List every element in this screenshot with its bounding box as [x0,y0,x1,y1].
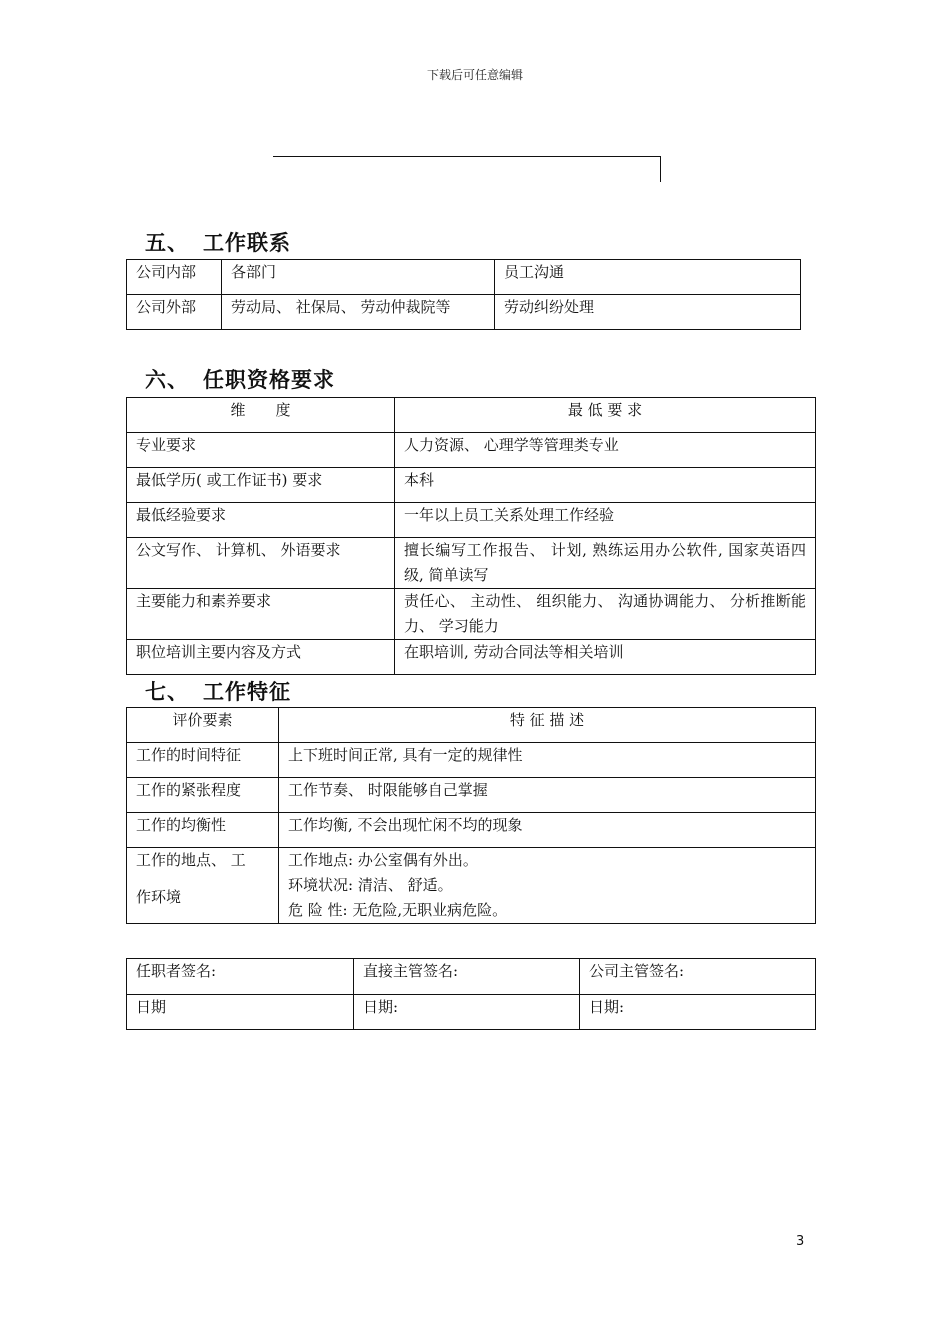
table-cell: 员工沟通 [495,260,801,295]
header-note: 下载后可任意编辑 [426,68,523,82]
table-row [127,813,816,848]
table-cell: 本科 [395,468,816,503]
table-cell: 主要能力和素养要求 [127,589,395,640]
table-row [127,295,801,330]
table-row [127,589,816,640]
contact-table [126,259,801,330]
section-number: 七、 [145,680,189,704]
description-line: 工作地点: 办公室偶有外出。 [288,851,478,869]
section-title-job-features [145,676,291,706]
table-cell: 最低经验要求 [127,503,395,538]
table-row [127,778,816,813]
date-cell[interactable]: 日期: [580,995,816,1030]
table-cell: 劳动局、 社保局、 劳动仲裁院等 [222,295,495,330]
table-row [127,640,816,675]
table-cell: 公文写作、 计算机、 外语要求 [127,538,395,589]
signature-cell[interactable]: 任职者签名: [127,959,354,995]
section-title-qualifications [145,364,335,394]
table-cell: 工作的均衡性 [127,813,279,848]
section-heading: 工作联系 [203,231,291,255]
description-line: 危 险 性: 无危险,无职业病危险。 [288,901,508,919]
table-cell: 一年以上员工关系处理工作经验 [395,503,816,538]
table-cell: 上下班时间正常, 具有一定的规律性 [279,743,816,778]
section-number: 五、 [145,231,189,255]
table-row [127,743,816,778]
signature-table [126,958,816,1030]
table-row [127,959,816,995]
table-cell: 职位培训主要内容及方式 [127,640,395,675]
table-cell [279,848,816,924]
table-row [127,260,801,295]
date-cell[interactable]: 日期 [127,995,354,1030]
signature-cell[interactable]: 直接主管签名: [354,959,580,995]
column-header: 维 度 [127,398,395,433]
table-cell [127,848,279,924]
signature-cell[interactable]: 公司主管签名: [580,959,816,995]
qualification-table [126,397,816,675]
table-row [127,468,816,503]
table-cell: 专业要求 [127,433,395,468]
column-header: 最 低 要 求 [395,398,816,433]
table-row [127,433,816,468]
table-cell: 人力资源、 心理学等管理类专业 [395,433,816,468]
table-cell: 工作均衡, 不会出现忙闲不均的现象 [279,813,816,848]
label-line: 工作的地点、 工 [136,851,246,869]
table-cell: 劳动纠纷处理 [495,295,801,330]
table-cell: 公司内部 [127,260,222,295]
table-header-row [127,398,816,433]
table-cell: 在职培训, 劳动合同法等相关培训 [395,640,816,675]
table-cell: 公司外部 [127,295,222,330]
column-header: 特 征 描 述 [279,708,816,743]
table-row [127,503,816,538]
table-header-row [127,708,816,743]
table-cell: 工作的紧张程度 [127,778,279,813]
table-cell: 各部门 [222,260,495,295]
section-title-contacts [145,227,291,257]
column-header: 评价要素 [127,708,279,743]
table-cell: 工作节奏、 时限能够自己掌握 [279,778,816,813]
table-row [127,848,816,924]
date-cell[interactable]: 日期: [354,995,580,1030]
description-line: 环境状况: 清洁、 舒适。 [288,876,453,894]
table-row [127,538,816,589]
section-heading: 工作特征 [203,680,291,704]
table-cell: 最低学历( 或工作证书) 要求 [127,468,395,503]
table-cell: 工作的时间特征 [127,743,279,778]
vertical-rule [660,156,661,182]
page-number: 3 [796,1234,805,1249]
section-number: 六、 [145,368,189,392]
table-cell: 责任心、 主动性、 组织能力、 沟通协调能力、 分析推断能力、 学习能力 [395,589,816,640]
feature-table [126,707,816,924]
label-line: 作环境 [136,888,182,906]
table-cell: 擅长编写工作报告、 计划, 熟练运用办公软件, 国家英语四级, 简单读写 [395,538,816,589]
table-row [127,995,816,1030]
horizontal-rule [273,156,661,157]
section-heading: 任职资格要求 [203,368,335,392]
